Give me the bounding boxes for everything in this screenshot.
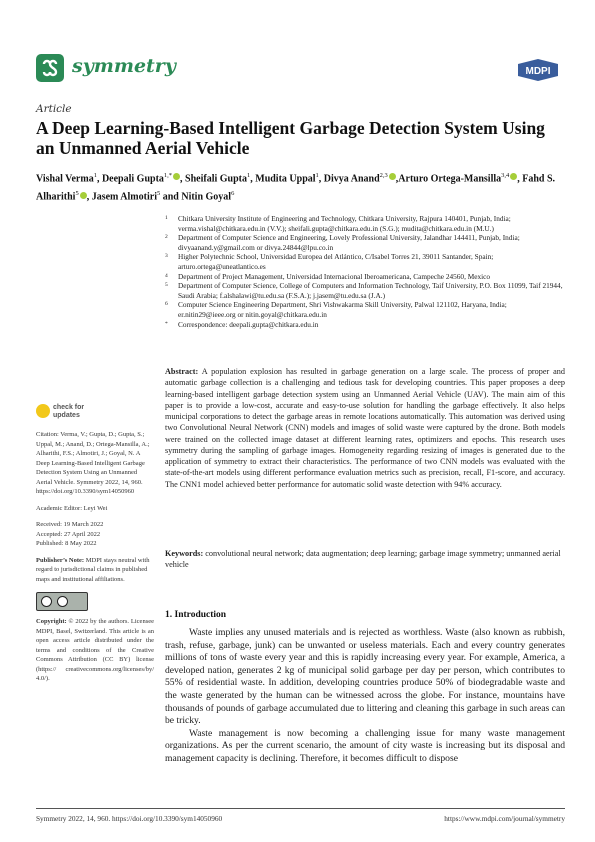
author-separator: , (395, 173, 399, 185)
paper-title: A Deep Learning-Based Intelligent Garbage Detection System Using an Unmanned Aerial Vehicle (36, 118, 545, 158)
affiliation-number: 6 (165, 301, 168, 308)
author-affiliation-marker: 1 (315, 172, 319, 179)
footer-citation: Symmetry 2022, 14, 960. https://doi.org/10.3390/sym14050960 (36, 814, 223, 823)
author-separator: , (517, 173, 523, 185)
publisher-note (36, 556, 154, 585)
author-affiliation-marker: 3,4 (501, 172, 510, 179)
copyright-label: Copyright: (36, 618, 67, 625)
affiliation-item (165, 214, 565, 233)
abstract (165, 366, 565, 490)
copyright-text: © 2022 by the authors. Licensee MDPI, Basel, Switzerland. This article is an open access article distributed under the terms and conditions of the Creative Commons Attribution (CC BY) license (https:// creativecommons.org/licenses/by/ 4.0/). (36, 618, 154, 682)
affiliation-number: * (165, 320, 168, 327)
author-name: Mudita Uppal (255, 173, 316, 185)
publisher-note-text: MDPI stays neutral with regard to jurisdictional claims in published maps and institutional affiliations. (36, 556, 150, 583)
affiliation-text: Department of Computer Science, College of Computers and Information Technology, Taif University, P.O. Box 11099, Taif 21944, Saudi Arabia; f.alshalawi@tu.edu.sa (F.S.A.); j.jasem@tu.edu.sa (J.A.) (178, 281, 563, 300)
author-name: Deepali Gupta (101, 173, 164, 185)
author-separator: and (160, 191, 182, 203)
author-affiliation-marker: 6 (231, 190, 235, 198)
orcid-icon[interactable] (389, 173, 396, 180)
published-date: Published: 8 May 2022 (36, 540, 97, 547)
author-affiliation-marker: 5 (75, 190, 79, 198)
publisher-note-label: Publisher’s Note: (36, 556, 85, 564)
affiliation-number: 3 (165, 253, 168, 260)
author-affiliation-marker: 5 (156, 190, 161, 198)
article-type-label: Article (36, 103, 72, 115)
citation-text: Citation: Verma, V.; Gupta, D.; Gupta, S.; Uppal, M.; Anand, D.; Ortega-Mansilla, A.; Alharithi, F.S.; Almotiri, J.; Goyal, N. A Deep Learning-Based Intelligent Garbage Detection System Using an Unmanned Aerial Vehicle. Symmetry 2022, 14, 960. https://doi.org/10.3390/sym14050960 (36, 431, 150, 495)
keywords (165, 548, 565, 571)
article-sidebar (36, 404, 154, 684)
author-separator: , (180, 173, 186, 185)
author-separator: , (86, 191, 92, 203)
accepted-date: Accepted: 27 April 2022 (36, 530, 101, 538)
author-name: Nitin Goyal (181, 191, 232, 203)
author-list (36, 168, 566, 205)
affiliation-text: Computer Science Engineering Department, Shri Vishwakarma Skill University, Palwal 121102, Haryana, India; er.nitin29@ieee.org or nitin.goyal@chitkara.edu.in (178, 300, 507, 319)
check-updates-icon (36, 404, 50, 418)
author-affiliation-marker: 2,3 (379, 172, 388, 179)
author-affiliation-marker: 1 (247, 172, 251, 179)
affiliation-item (165, 281, 565, 300)
orcid-icon[interactable] (173, 173, 180, 180)
keywords-text: convolutional neural network; data augmentation; deep learning; garbage image symmetry; unmanned aerial vehicle (165, 549, 561, 570)
affiliation-number: 2 (165, 234, 168, 241)
author-name: Fahd S. Alharithi (36, 173, 556, 203)
affiliation-text: Correspondence: deepali.gupta@chitkara.edu.in (178, 319, 319, 329)
footer-divider (36, 808, 565, 809)
check-for-updates-badge[interactable] (36, 404, 154, 428)
symmetry-logo-icon (36, 54, 64, 82)
affiliation-text: Chitkara University Institute of Engineering and Technology, Chitkara University, Rajpura 140401, Punjab, India; verma.vishal@chitkara.edu.in (V.V.); sheifali.gupta@chitkara.edu.in (S.G.); mudita@chitkara.edu.in (M.U.) (178, 214, 511, 233)
copyright-notice (36, 617, 154, 684)
cc-by-license-icon[interactable] (36, 592, 88, 611)
check-updates-line2: updates (53, 412, 80, 419)
footer-journal-link[interactable]: https://www.mdpi.com/journal/symmetry (444, 814, 565, 823)
author-name: Divya Anand (323, 173, 380, 185)
keywords-label: Keywords: (165, 549, 204, 558)
introduction-body (165, 627, 565, 766)
affiliation-list (165, 214, 565, 329)
journal-name: symmetry (72, 55, 176, 77)
section-heading: 1. Introduction (165, 610, 227, 620)
author-affiliation-marker: 1,* (163, 172, 173, 179)
author-affiliation-marker: 1 (93, 172, 97, 179)
affiliation-item (165, 272, 565, 282)
author-name: Jasem Almotiri (91, 191, 157, 203)
author-separator: , (96, 173, 102, 185)
mdpi-logo (516, 58, 560, 82)
affiliation-item (165, 320, 565, 330)
affiliation-item (165, 300, 565, 319)
orcid-icon[interactable] (80, 192, 87, 199)
affiliation-number: 4 (165, 272, 168, 279)
author-name: Vishal Verma (36, 173, 94, 185)
check-updates-line1: check for (53, 404, 85, 411)
author-name: Arturo Ortega-Mansilla (398, 173, 502, 185)
received-date: Received: 19 March 2022 (36, 521, 104, 528)
affiliation-text: Department of Project Management, Universidad Internacional Iberoamericana, Campeche 24560, Mexico (178, 271, 491, 281)
affiliation-text: Department of Computer Science and Engineering, Lovely Professional University, Jalandhar 144411, Punjab, India; divyaanand.y@gmail.com or divya.24844@lpu.co.in (178, 233, 520, 252)
affiliation-text: Higher Polytechnic School, Universidad Europea del Atlántico, C/Isabel Torres 21, 39011 Santander, Spain; arturo.ortega@uneatlantico.es (178, 252, 494, 271)
affiliation-number: 1 (165, 215, 168, 221)
author-separator: , (318, 173, 324, 185)
affiliation-item (165, 233, 565, 252)
body-paragraph: Waste implies any unused materials and is rejected as worthless. Waste (also known as rubbish, trash, refuse, garbage, junk) can be unwanted or useless materials. Each and every country generates millions of tons of waste every year and this is rapidly increasing every year. For example, America, a developed nation, generates 2 kg of municipal solid garbage per day per person, which contributes to 55% of residential waste. In addition, developing countries produce 50% of biodegradable waste and the waste generated by the human can be witnessed across the globe. For instance, mountains have thousands of pounds of garbage accumulated due to littering and cleaning this garbage in such areas can be tricky. (165, 627, 565, 727)
author-separator: , (250, 173, 256, 185)
body-paragraph: Waste management is now becoming a challenging issue for many waste management organizations. As per the current scenario, the amount of city waste is increasing but its disposal and management capacity is declining. Therefore, it becomes difficult to dispose (165, 727, 565, 764)
author-name: Sheifali Gupta (185, 173, 247, 185)
abstract-text: A population explosion has resulted in garbage generation on a large scale. The process of proper and automatic garbage collection is a challenging and tedious task for developing countries. This paper proposes a deep learning-based intelligent garbage detection system using an Unmanned Aerial Vehicle (UAV). The main aim of this paper is to provide a low-cost, accurate and easy-to-use solution for handling the garbage effectively. It also helps municipal corporations to detect the garbage areas in remote locations automatically. This automation was derived using two Convolutional Neural Network (CNN) models and images of solid waste were captured by the drone. Both models were trained on the collected image dataset at different learning rates, optimizers and epochs. This research uses symmetry during the sampling of garbage images. Homogeneity regarding resizing of images is generated due to the application of symmetry to extract their characteristics. The performance of two CNN models was evaluated with the state-of-the-art models using different performance evaluation metrics such as precision, recall, F1-score, and accuracy. The CNN1 model achieved better performance for automatic solid waste detection with 94% accuracy. (165, 367, 565, 489)
svg-text:MDPI: MDPI (525, 66, 551, 77)
abstract-label: Abstract: (165, 367, 199, 376)
affiliation-number: 5 (165, 282, 168, 289)
academic-editor: Academic Editor: Leyi Wei (36, 504, 108, 512)
affiliation-item (165, 252, 565, 271)
